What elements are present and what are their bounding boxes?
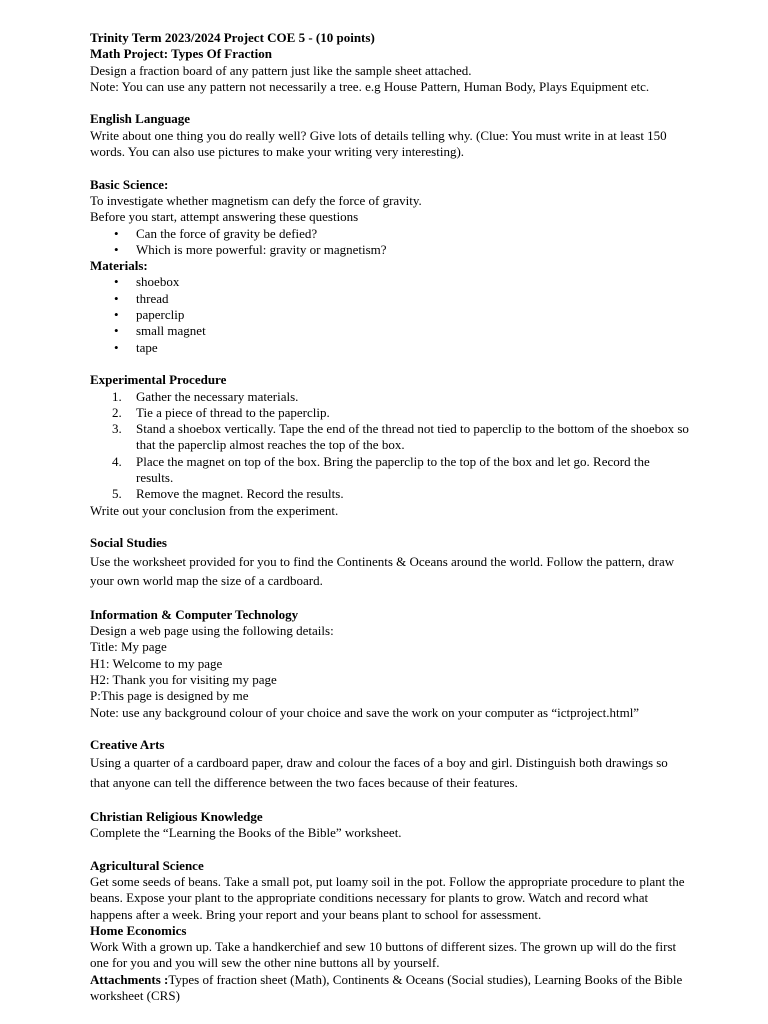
procedure-heading: Experimental Procedure: [90, 372, 227, 388]
agric-text: Get some seeds of beans. Take a small pot, put loamy soil in the pot. Follow the appropriate procedure to plant the beans. Expose your plant to the appropriate conditions necessary for plants to grow. Watch and record what happens after a week. Bring your report and your beans plant to school for assessment.: [90, 873, 685, 922]
ict-heading: Information & Computer Technology: [90, 606, 299, 622]
arts-text: Using a quarter of a cardboard paper, draw and colour the faces of a boy and girl. Distinguish both drawings so that anyone can tell the difference between the two faces because of their features.: [90, 755, 668, 790]
step-text: Stand a shoebox vertically. Tape the end of the thread not tied to paperclip to the bottom of the shoebox so that the paperclip almost reaches the top of the box.: [136, 421, 689, 453]
list-item: [90, 486, 690, 502]
step-number: 3.: [112, 421, 122, 437]
list-item: [90, 454, 690, 487]
list-item: • Which is more powerful: gravity or magnetism?: [90, 242, 690, 258]
list-item: • tape: [90, 340, 690, 356]
ict-line: Title: My page: [90, 639, 167, 655]
crk-text: Complete the “Learning the Books of the Bible” worksheet.: [90, 825, 402, 841]
agric-heading: Agricultural Science: [90, 857, 204, 873]
science-intro: Before you start, attempt answering these questions: [90, 209, 359, 225]
ict-line: H1: Welcome to my page: [90, 655, 223, 671]
ict-note: Note: use any background colour of your choice and save the work on your computer as “ictproject.html”: [90, 704, 640, 720]
attachments: [90, 972, 690, 1005]
step-text: Place the magnet on top of the box. Bring the paperclip to the top of the box and let go. Record the results.: [136, 453, 650, 486]
home-heading: Home Economics: [90, 922, 187, 938]
social-heading: Social Studies: [90, 535, 167, 551]
materials-heading: Materials:: [90, 258, 148, 274]
step-number: 4.: [112, 453, 122, 469]
home-text: Work With a grown up. Take a handkerchief and sew 10 buttons of different sizes. The grown up will do the first one for you and you will sew the other nine buttons all by yourself.: [90, 939, 677, 971]
ict-line: H2: Thank you for visiting my page: [90, 671, 277, 687]
list-item: [90, 405, 690, 421]
crk-heading: Christian Religious Knowledge: [90, 808, 263, 824]
list-item: [90, 421, 690, 454]
list-item: • shoebox: [90, 274, 690, 290]
list-item: • thread: [90, 291, 690, 307]
english-text: Write about one thing you do really well? Give lots of details telling why. (Clue: You must write in at least 150 words. You can also use pictures to make your writing very interesting).: [90, 127, 667, 160]
math-heading: Math Project: Types Of Fraction: [90, 46, 272, 62]
math-instruction: Design a fraction board of any pattern just like the sample sheet attached.: [90, 62, 472, 78]
step-number: 1.: [112, 388, 122, 404]
english-heading: English Language: [90, 111, 191, 127]
step-number: 5.: [112, 486, 122, 502]
document-page: [90, 30, 690, 1004]
ict-line: P:This page is designed by me: [90, 688, 249, 704]
list-item: • paperclip: [90, 307, 690, 323]
materials-list: [90, 274, 690, 355]
science-questions: [90, 226, 690, 259]
science-aim: To investigate whether magnetism can defy the force of gravity.: [90, 192, 422, 208]
math-note: Note: You can use any pattern not necessarily a tree. e.g House Pattern, Human Body, Plays Equipment etc.: [90, 78, 650, 94]
science-conclusion: Write out your conclusion from the experiment.: [90, 502, 339, 518]
document-title: Trinity Term 2023/2024 Project COE 5 - (10 points): [90, 30, 375, 45]
step-text: Remove the magnet. Record the results.: [136, 486, 344, 502]
list-item: [90, 389, 690, 405]
social-text: Use the worksheet provided for you to find the Continents & Oceans around the world. Follow the pattern, draw your own world map the size of a cardboard.: [90, 553, 675, 588]
list-item: • Can the force of gravity be defied?: [90, 226, 690, 242]
ict-line: Design a web page using the following details:: [90, 623, 334, 639]
list-item: • small magnet: [90, 323, 690, 339]
step-number: 2.: [112, 404, 122, 420]
attachments-text: Types of fraction sheet (Math), Continents & Oceans (Social studies), Learning Books of the Bible worksheet (CRS): [90, 971, 683, 1004]
procedure-steps: [90, 389, 690, 503]
attachments-label: Attachments :: [90, 971, 169, 987]
arts-heading: Creative Arts: [90, 737, 165, 753]
step-text: Tie a piece of thread to the paperclip.: [136, 404, 330, 420]
step-text: Gather the necessary materials.: [136, 388, 299, 404]
science-heading: Basic Science:: [90, 176, 169, 192]
